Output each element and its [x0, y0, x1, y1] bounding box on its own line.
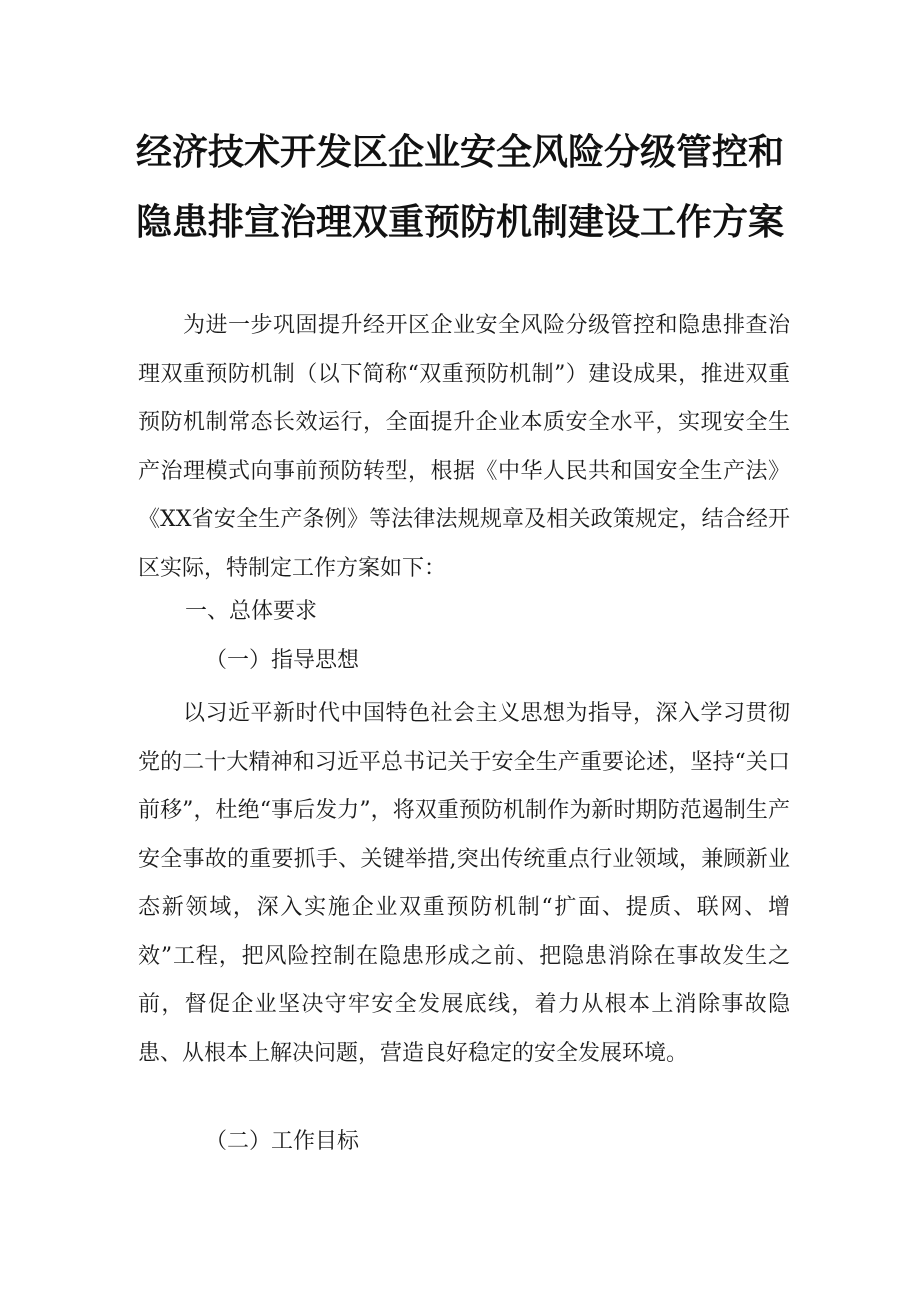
subsection-heading-work-objectives: （二）工作目标	[205, 1129, 360, 1154]
document-title-line-2: 隐患排宣治理双重预防机制建设工作方案	[135, 202, 784, 243]
subsection-heading-guiding-ideology: （一）指导思想	[205, 648, 360, 673]
guiding-ideology-paragraph: 以习近平新时代中国特色社会主义思想为指导，深入学习贯彻党的二十大精神和习近平总书记关于安全生产重要论述，坚持“关口前移”，杜绝“事后发力”，将双重预防机制作为新时期防范遏制生产安全事故的重要抓手、关键举措,突出传统重点行业领域，兼顾新业态新领域，深入实施企业双重预防机制“扩面、提质、联网、增效”工程，把风险控制在隐患形成之前、把隐患消除在事故发生之前，督促企业坚决守牢安全发展底线，着力从根本上消除事故隐患、从根本上解决问题，营造良好稳定的安全发展环境。	[138, 701, 790, 1066]
intro-paragraph: 为进一步巩固提升经开区企业安全风险分级管控和隐患排查治理双重预防机制（以下简称“双重预防机制”）建设成果，推进双重预防机制常态长效运行，全面提升企业本质安全水平，实现安全生产治理模式向事前预防转型，根据《中华人民共和国安全生产法》《XX省安全生产条例》等法律法规规章及相关政策规定，结合经开区实际，特制定工作方案如下：	[138, 313, 790, 581]
section-heading-general-requirements: 一、总体要求	[185, 599, 318, 624]
document-title-line-1: 经济技术开发区企业安全风险分级管控和	[135, 132, 784, 173]
